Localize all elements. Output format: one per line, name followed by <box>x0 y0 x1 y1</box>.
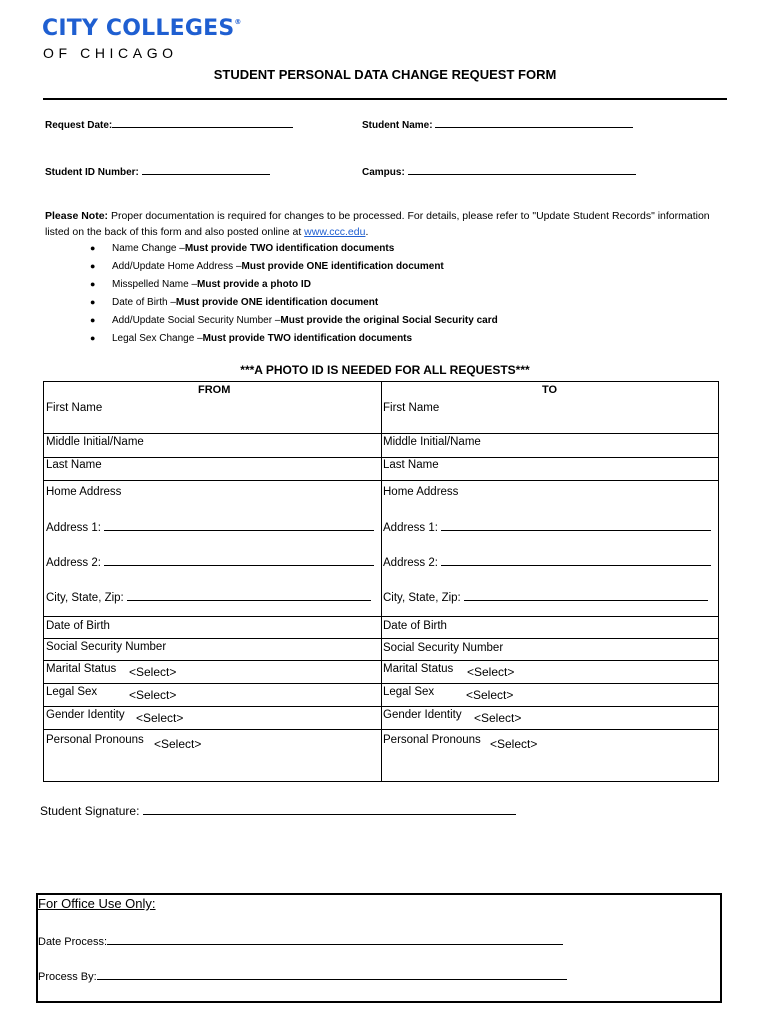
from-legal-sex-select[interactable]: <Select> <box>129 688 177 702</box>
to-gender-identity: Gender Identity <box>383 709 462 721</box>
logo-secondary: OF CHICAGO <box>43 45 178 61</box>
from-marital-status-select[interactable]: <Select> <box>129 665 177 679</box>
to-personal-pronouns: Personal Pronouns <box>383 734 481 746</box>
list-item: ● Name Change – Must provide TWO identification documents <box>90 242 395 254</box>
bullet-icon: ● <box>90 315 96 325</box>
from-city-state-zip-line[interactable] <box>127 590 371 601</box>
list-item: ● Legal Sex Change – Must provide TWO identification documents <box>90 332 413 344</box>
row-divider <box>44 638 718 639</box>
to-marital-status-select[interactable]: <Select> <box>467 665 515 679</box>
request-date-label: Request Date: <box>45 120 113 131</box>
from-last-name[interactable]: Last Name <box>46 459 102 471</box>
logo-primary <box>42 16 242 41</box>
bullet-icon: ● <box>90 279 96 289</box>
from-home-address: Home Address <box>46 486 122 498</box>
note-text: Proper documentation is required for changes to be processed. For details, please refer to "Update Student Records" information listed on the back of this form and also posted online at <box>45 210 710 238</box>
to-legal-sex-select[interactable]: <Select> <box>466 688 514 702</box>
to-date-of-birth[interactable]: Date of Birth <box>383 620 447 632</box>
campus-label: Campus: <box>362 167 405 178</box>
office-use-box <box>36 893 722 1003</box>
from-gender-identity-select[interactable]: <Select> <box>136 711 184 725</box>
to-legal-sex: Legal Sex <box>383 686 435 698</box>
list-item: ● Add/Update Social Security Number – Must provide the original Social Security card <box>90 314 498 326</box>
bullet-icon: ● <box>90 261 96 271</box>
ccc-website-link[interactable]: www.ccc.edu <box>304 226 366 238</box>
from-address-1-line[interactable] <box>104 520 374 531</box>
from-personal-pronouns: Personal Pronouns <box>46 734 144 746</box>
row-divider <box>44 480 718 481</box>
from-date-of-birth[interactable]: Date of Birth <box>46 620 110 632</box>
from-personal-pronouns-select[interactable]: <Select> <box>154 737 202 751</box>
signature-label: Student Signature: <box>40 804 140 818</box>
to-ssn[interactable]: Social Security Number <box>383 642 504 654</box>
row-divider <box>44 706 718 707</box>
student-name-field[interactable] <box>362 118 633 131</box>
from-first-name[interactable]: First Name <box>46 402 103 414</box>
from-address-2-line[interactable] <box>104 555 374 566</box>
row-divider <box>44 683 718 684</box>
documentation-note <box>45 208 735 240</box>
to-gender-identity-select[interactable]: <Select> <box>474 711 522 725</box>
form-title: STUDENT PERSONAL DATA CHANGE REQUEST FORM <box>213 67 557 82</box>
request-date-field[interactable] <box>45 118 293 131</box>
to-address-1-line[interactable] <box>441 520 711 531</box>
list-item: ● Date of Birth – Must provide ONE identification document <box>90 296 379 308</box>
from-address-2[interactable]: Address 2: <box>46 555 374 569</box>
row-divider <box>44 616 718 617</box>
column-divider <box>381 382 382 781</box>
row-divider <box>44 433 718 434</box>
logo-line1: CITY COLLEGES <box>42 16 235 41</box>
to-marital-status: Marital Status <box>383 663 454 675</box>
signature-line[interactable] <box>143 802 516 815</box>
row-divider <box>44 729 718 730</box>
from-marital-status: Marital Status <box>46 663 117 675</box>
student-id-line[interactable] <box>142 165 270 175</box>
student-id-label: Student ID Number: <box>45 167 139 178</box>
from-column-header: FROM <box>198 384 231 396</box>
campus-line[interactable] <box>408 165 636 175</box>
student-name-line[interactable] <box>435 118 633 128</box>
title-divider <box>43 98 727 100</box>
request-date-line[interactable] <box>112 118 293 128</box>
requirements-list <box>90 239 498 347</box>
to-city-state-zip[interactable]: City, State, Zip: <box>383 590 708 604</box>
office-use-title: For Office Use Only: <box>38 896 156 911</box>
list-item: ● Add/Update Home Address – Must provide ONE identification document <box>90 260 444 272</box>
row-divider <box>44 457 718 458</box>
from-legal-sex: Legal Sex <box>46 686 98 698</box>
to-personal-pronouns-select[interactable]: <Select> <box>490 737 538 751</box>
student-name-label: Student Name: <box>362 120 433 131</box>
bullet-icon: ● <box>90 243 96 253</box>
to-middle-name[interactable]: Middle Initial/Name <box>383 436 481 448</box>
row-divider <box>44 660 718 661</box>
student-id-field[interactable] <box>45 165 270 178</box>
to-home-address: Home Address <box>383 486 459 498</box>
bullet-icon: ● <box>90 333 96 343</box>
process-by-line[interactable] <box>97 969 567 980</box>
to-city-state-zip-line[interactable] <box>464 590 708 601</box>
from-address-1[interactable]: Address 1: <box>46 520 374 534</box>
to-address-2-line[interactable] <box>441 555 711 566</box>
from-gender-identity: Gender Identity <box>46 709 125 721</box>
data-change-table <box>43 381 719 782</box>
from-middle-name[interactable]: Middle Initial/Name <box>46 436 144 448</box>
note-end: . <box>365 226 369 238</box>
date-process-field[interactable]: Date Process: <box>38 934 563 948</box>
note-label: Please Note: <box>45 210 109 222</box>
to-last-name[interactable]: Last Name <box>383 459 439 471</box>
bullet-icon: ● <box>90 297 96 307</box>
date-process-line[interactable] <box>107 934 563 945</box>
to-address-2[interactable]: Address 2: <box>383 555 711 569</box>
to-first-name[interactable]: First Name <box>383 402 440 414</box>
list-item: ● Misspelled Name – Must provide a photo ID <box>90 278 311 290</box>
campus-field[interactable] <box>362 165 636 178</box>
to-column-header: TO <box>542 384 558 396</box>
to-address-1[interactable]: Address 1: <box>383 520 711 534</box>
photo-id-banner: ***A PHOTO ID IS NEEDED FOR ALL REQUESTS*** <box>240 363 530 377</box>
process-by-field[interactable]: Process By: <box>38 969 567 983</box>
student-signature-field[interactable] <box>40 802 516 818</box>
from-city-state-zip[interactable]: City, State, Zip: <box>46 590 371 604</box>
from-ssn[interactable]: Social Security Number <box>46 641 167 653</box>
registered-mark: ® <box>234 18 242 26</box>
